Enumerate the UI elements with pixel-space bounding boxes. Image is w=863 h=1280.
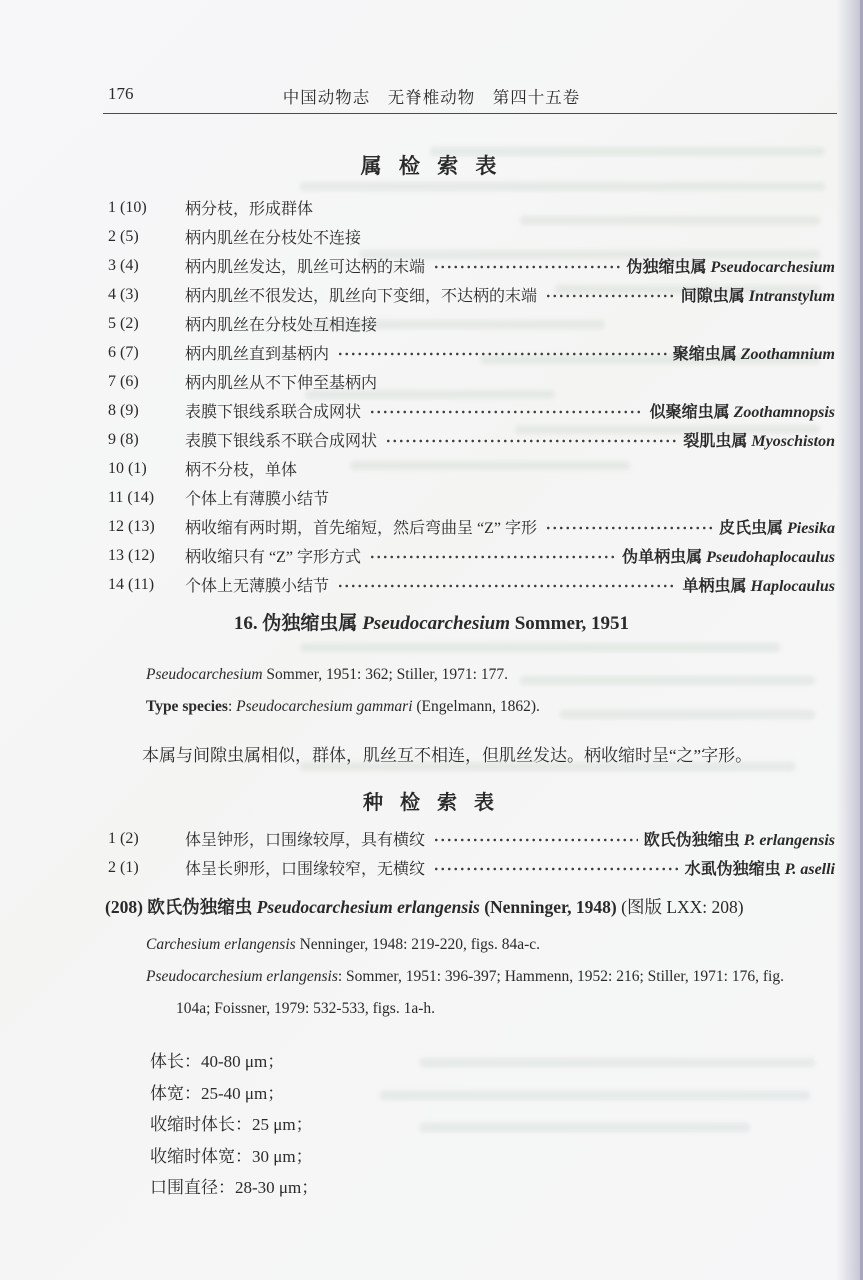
dotted-leader [431,853,679,882]
citation-text: : Sommer, 1951: 396-397; Hammenn, 1952: 216; Stiller, 1971: 176, fig. [337,968,784,985]
key-couplet-number: 10 (1) [108,459,147,477]
key-row [108,251,835,280]
type-species-label: Type species [146,698,228,715]
taxon-name-cn: 间隙虫属 [680,288,745,305]
key-couplet-number: 4 (3) [108,285,139,303]
key-couplet-number: 5 (2) [108,314,139,332]
dotted-leader [335,338,667,367]
dotted-leader [543,512,713,541]
genus-section-heading [0,608,863,635]
plate-reference: (图版 LXX: 208) [621,897,744,917]
dotted-leader [543,280,675,309]
citation-text: Nenninger, 1948: 219-220, figs. 84a-c. [295,936,541,953]
species-section-heading [105,894,835,919]
key-row [108,824,835,853]
measurements-list [150,1046,318,1204]
key-couplet-text: 个体上有薄膜小结节 [185,491,330,508]
key-couplet-text: 柄分枝，形成群体 [185,201,314,218]
genus-name-latin: Pseudocarchesium [362,613,510,634]
taxon-name-cn: 伪单柄虫属 [622,549,703,566]
taxon-name-cn: 水虱伪独缩虫 [684,861,781,878]
measurement-line: 收缩时体宽：30 μm； [150,1146,313,1166]
key-couplet-text: 体呈长卵形，口围缘较窄，无横纹 [185,861,426,878]
key-couplet-number: 1 (10) [108,198,147,216]
key-row [108,512,835,541]
genus-description: 本属与间隙虫属相似，群体，肌丝互不相连，但肌丝发达。柄收缩时呈“之”字形。 [142,746,753,765]
key-couplet-number: 7 (6) [108,372,139,390]
taxon-name-latin: Zoothamnium [740,346,835,363]
citation-text: Sommer, 1951: 362; Stiller, 1971: 177. [262,666,508,683]
genus-name-cn: 伪独缩虫属 [262,613,358,634]
taxon-name-latin: Myoschiston [751,433,835,450]
taxon-name-cn: 单柄虫属 [682,578,747,595]
species-number: (208) [105,897,143,917]
species-name-latin: Pseudocarchesium erlangensis [256,897,480,917]
key-row [108,309,835,338]
colon: : [227,698,237,715]
taxon-name-cn: 裂肌虫属 [683,433,748,450]
key-couplet-text: 柄内肌丝不很发达，肌丝向下变细，不达柄的末端 [185,288,538,305]
key-couplet-text: 表膜下银线系不联合成网状 [185,433,378,450]
key-couplet-text: 体呈钟形，口围缘较厚，具有横纹 [185,832,426,849]
key-row [108,541,835,570]
key-couplet-text: 柄内肌丝直到基柄内 [185,346,330,363]
key-target-taxon [683,428,835,451]
key-row [108,222,835,251]
key-couplet-number: 11 (14) [108,488,155,506]
measurement-line: 体宽：25-40 μm； [150,1083,285,1103]
key-row [108,454,835,483]
citation-text: 104a; Foissner, 1979: 532-533, figs. 1a-h. [176,1000,435,1017]
key-target-taxon [681,283,835,306]
genus-synonymy-line [146,666,833,688]
key-couplet-text: 表膜下银线系联合成网状 [185,404,362,421]
key-row [108,483,835,512]
citation-text: (Engelmann, 1862). [412,698,540,715]
key-couplet-number: 13 (12) [108,546,155,564]
key-row [108,570,835,599]
measurement-line: 口围直径：28-30 μm； [150,1178,319,1197]
key-row [108,193,835,222]
taxon-name-cn: 伪独缩虫属 [626,259,707,276]
genus-number: 16. [233,613,258,634]
key-target-taxon [719,515,835,538]
taxon-name-latin: Pseudocarchesium erlangensis [146,968,338,985]
genus-key-title: 属 检 索 表 [360,154,503,178]
bleedthrough-artifact [300,643,780,652]
key-couplet-text: 柄内肌丝发达，肌丝可达柄的末端 [185,259,426,276]
bleedthrough-artifact [420,1058,815,1067]
key-target-taxon [644,827,835,850]
taxon-name-latin: Carchesium erlangensis [146,936,296,953]
taxon-name-latin: Haplocaulus [750,578,835,595]
dotted-leader [367,541,616,570]
key-couplet-number: 3 (4) [108,256,139,274]
taxon-name-cn: 聚缩虫属 [672,346,737,363]
key-row [108,853,835,882]
measurement-line: 体长：40-80 μm； [150,1052,285,1071]
key-couplet-number: 14 (11) [108,575,155,593]
key-couplet-text: 柄内肌丝在分枝处互相连接 [185,317,378,334]
taxon-name-latin: Pseudocarchesium [146,666,263,683]
key-couplet-number: 6 (7) [108,343,139,361]
genus-authority: Sommer, 1951 [514,613,630,634]
dotted-leader [367,396,644,425]
key-couplet-number: 1 (2) [108,829,139,847]
bleedthrough-artifact [380,1091,810,1100]
species-synonymy-line [146,936,833,958]
key-couplet-number: 9 (8) [108,430,139,448]
key-couplet-text: 柄不分枝，单体 [185,462,298,479]
taxon-name-latin: Pseudocarchesium [710,259,835,276]
key-couplet-number: 12 (13) [108,517,155,535]
taxon-name-latin: Pseudocarchesium gammari [236,698,413,715]
species-name-cn: 欧氏伪独缩虫 [147,897,253,917]
taxon-name-latin: P. erlangensis [743,832,835,849]
dotted-leader [383,425,677,454]
taxon-name-latin: Pseudohaplocaulus [706,549,835,566]
taxon-name-latin: Piesika [787,520,835,537]
key-couplet-number: 2 (5) [108,227,139,245]
measurement-line: 收缩时体长：25 μm； [150,1115,313,1134]
species-key-title: 种 检 索 表 [363,792,500,814]
key-target-taxon [650,399,835,422]
key-target-taxon [622,544,835,567]
dotted-leader [431,824,638,853]
key-target-taxon [683,573,835,596]
species-authority: (Nenninger, 1948) [484,897,617,917]
key-row [108,338,835,367]
key-target-taxon [685,856,835,879]
dotted-leader [335,570,677,599]
page-edge-shadow [836,0,863,1280]
key-row [108,367,835,396]
key-target-taxon [627,254,835,277]
key-target-taxon [673,341,835,364]
taxon-name-cn: 欧氏伪独缩虫 [643,832,740,849]
key-couplet-number: 2 (1) [108,858,139,876]
taxon-name-latin: Zoothamnopsis [733,404,835,421]
bleedthrough-artifact [420,1123,750,1132]
key-couplet-text: 柄内肌丝在分枝处不连接 [185,230,362,247]
dotted-leader [431,251,621,280]
taxon-name-latin: P. aselli [784,861,835,878]
key-couplet-text: 柄内肌丝从不下伸至基柄内 [185,375,378,392]
taxon-name-cn: 皮氏虫属 [718,520,783,537]
species-synonymy-continuation [176,1000,833,1022]
page-number: 176 [108,84,134,103]
key-row [108,396,835,425]
key-row [108,280,835,309]
key-couplet-number: 8 (9) [108,401,139,419]
key-couplet-text: 个体上无薄膜小结节 [185,578,330,595]
type-species-line [146,698,833,720]
running-title: 中国动物志 无脊椎动物 第四十五卷 [282,88,581,107]
taxon-name-cn: 似聚缩虫属 [649,404,730,421]
key-couplet-text: 柄收缩只有 “Z” 字形方式 [185,549,361,566]
key-row [108,425,835,454]
key-couplet-text: 柄收缩有两时期，首先缩短，然后弯曲呈 “Z” 字形 [185,520,537,537]
taxon-name-latin: Intranstylum [748,288,835,305]
bleedthrough-artifact [300,182,825,191]
species-synonymy-line [146,968,833,990]
header-rule [103,113,837,114]
